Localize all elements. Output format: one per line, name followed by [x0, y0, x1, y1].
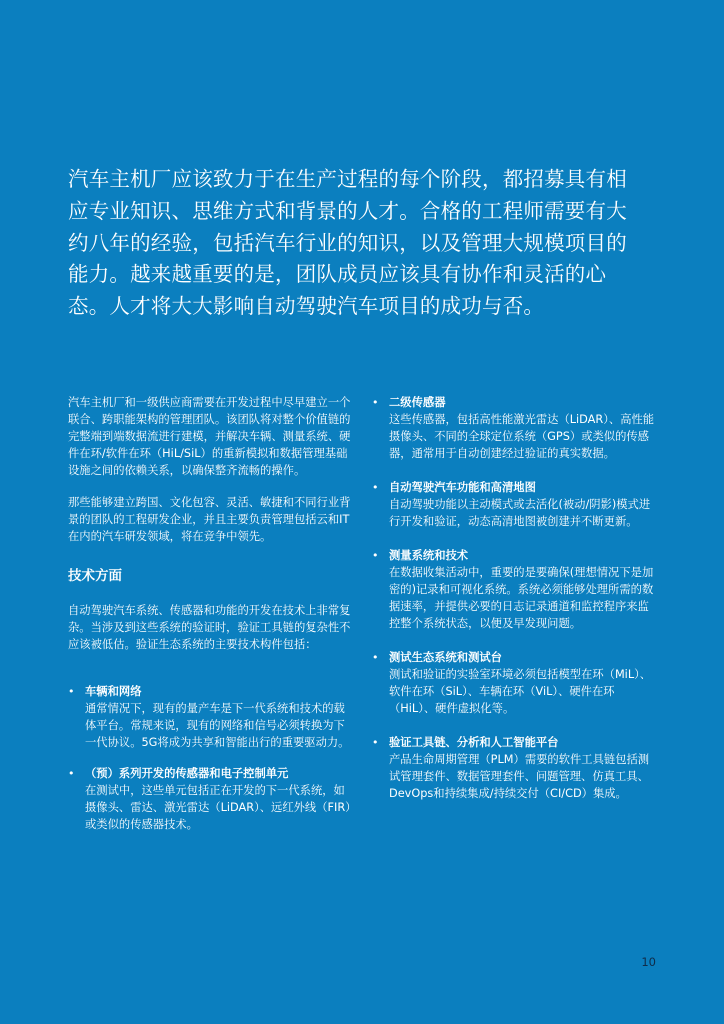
left-bullet-list: [68, 683, 352, 833]
bullet-description: 在测试中，这些单元包括正在开发的下一代系统，如摄像头、雷达、激光雷达（LiDAR）、远红外线（FIR）或类似的传感器技术。: [85, 784, 351, 831]
bullet-icon: •: [372, 481, 379, 494]
bullet-description: 通常情况下，现有的量产车是下一代系统和技术的载体平台。常规来说，现有的网络和信号必须转换为下一代协议。5G将成为共享和智能出行的重要驱动力。: [85, 702, 350, 749]
list-item: [372, 394, 657, 462]
bullet-title: 自动驾驶汽车功能和高清地图: [389, 481, 536, 494]
right-bullet-list: [372, 394, 657, 802]
right-column: [372, 394, 657, 819]
bullet-title: 二级传感器: [389, 396, 446, 409]
bullet-icon: •: [372, 549, 379, 562]
bullet-description: 在数据收集活动中，重要的是要确保(理想情况下是加密的)记录和可视化系统。系统必须能够处理所需的数据速率，并提供必要的日志记录通道和监控程序来监控整个系统状态，以便及早发现问题。: [389, 566, 654, 630]
intro-paragraph-2: 那些能够建立跨国、文化包容、灵活、敏捷和不同行业背景的团队的工程研发企业，并且主要负责管理包括云和IT在内的汽车研发领域，将在竞争中领先。: [68, 496, 351, 543]
bullet-icon: •: [68, 767, 75, 780]
section-heading-technology: 技术方面: [68, 568, 122, 584]
bullet-icon: •: [372, 396, 379, 409]
bullet-icon: •: [372, 651, 379, 664]
bullet-title: 车辆和网络: [85, 685, 142, 698]
bullet-description: 自动驾驶功能以主动模式或去活化(被动/阴影)模式进行开发和验证，动态高清地图被创建并不断更新。: [389, 498, 651, 528]
page-number: 10: [641, 955, 656, 969]
list-item: [372, 479, 657, 530]
technology-paragraph: 自动驾驶汽车系统、传感器和功能的开发在技术上非常复杂。当涉及到这些系统的验证时，验证工具链的复杂性不应该被低估。验证生态系统的主要技术构件包括：: [68, 604, 351, 651]
bullet-description: 产品生命周期管理（PLM）需要的软件工具链包括测试管理套件、数据管理套件、问题管理、仿真工具、DevOps和持续集成/持续交付（CI/CD）集成。: [389, 753, 650, 800]
list-item: [68, 683, 352, 751]
list-item: [68, 765, 352, 833]
bullet-title: 测量系统和技术: [389, 549, 469, 562]
bullet-icon: •: [372, 736, 379, 749]
headline-quote: 汽车主机厂应该致力于在生产过程的每个阶段，都招募具有相应专业知识、思维方式和背景的人才。合格的工程师需要有大约八年的经验，包括汽车行业的知识，以及管理大规模项目的能力。越来越重要的是，团队成员应该具有协作和灵活的心态。人才将大大影响自动驾驶汽车项目的成功与否。: [68, 167, 627, 319]
bullet-title: 验证工具链、分析和人工智能平台: [389, 736, 559, 749]
list-item: [372, 734, 657, 802]
left-column: [68, 394, 352, 847]
bullet-description: 这些传感器，包括高性能激光雷达（LiDAR）、高性能摄像头、不同的全球定位系统（GPS）或类似的传感器，通常用于自动创建经过验证的真实数据。: [389, 413, 655, 460]
bullet-icon: •: [68, 685, 75, 698]
bullet-description: 测试和验证的实验室环境必须包括模型在环（MiL）、软件在环（SiL）、车辆在环（ViL）、硬件在环（HiL）、硬件虚拟化等。: [389, 668, 652, 715]
bullet-title: （预）系列开发的传感器和电子控制单元: [85, 767, 289, 780]
intro-paragraph-1: 汽车主机厂和一级供应商需要在开发过程中尽早建立一个联合、跨职能架构的管理团队。该团队将对整个价值链的完整端到端数据流进行建模，并解决车辆、测量系统、硬件在环/软件在环（HiL/SiL）的重新模拟和数据管理基础设施之间的依赖关系，以确保整齐流畅的操作。: [68, 396, 351, 477]
bullet-title: 测试生态系统和测试台: [389, 651, 502, 664]
list-item: [372, 547, 657, 632]
list-item: [372, 649, 657, 717]
